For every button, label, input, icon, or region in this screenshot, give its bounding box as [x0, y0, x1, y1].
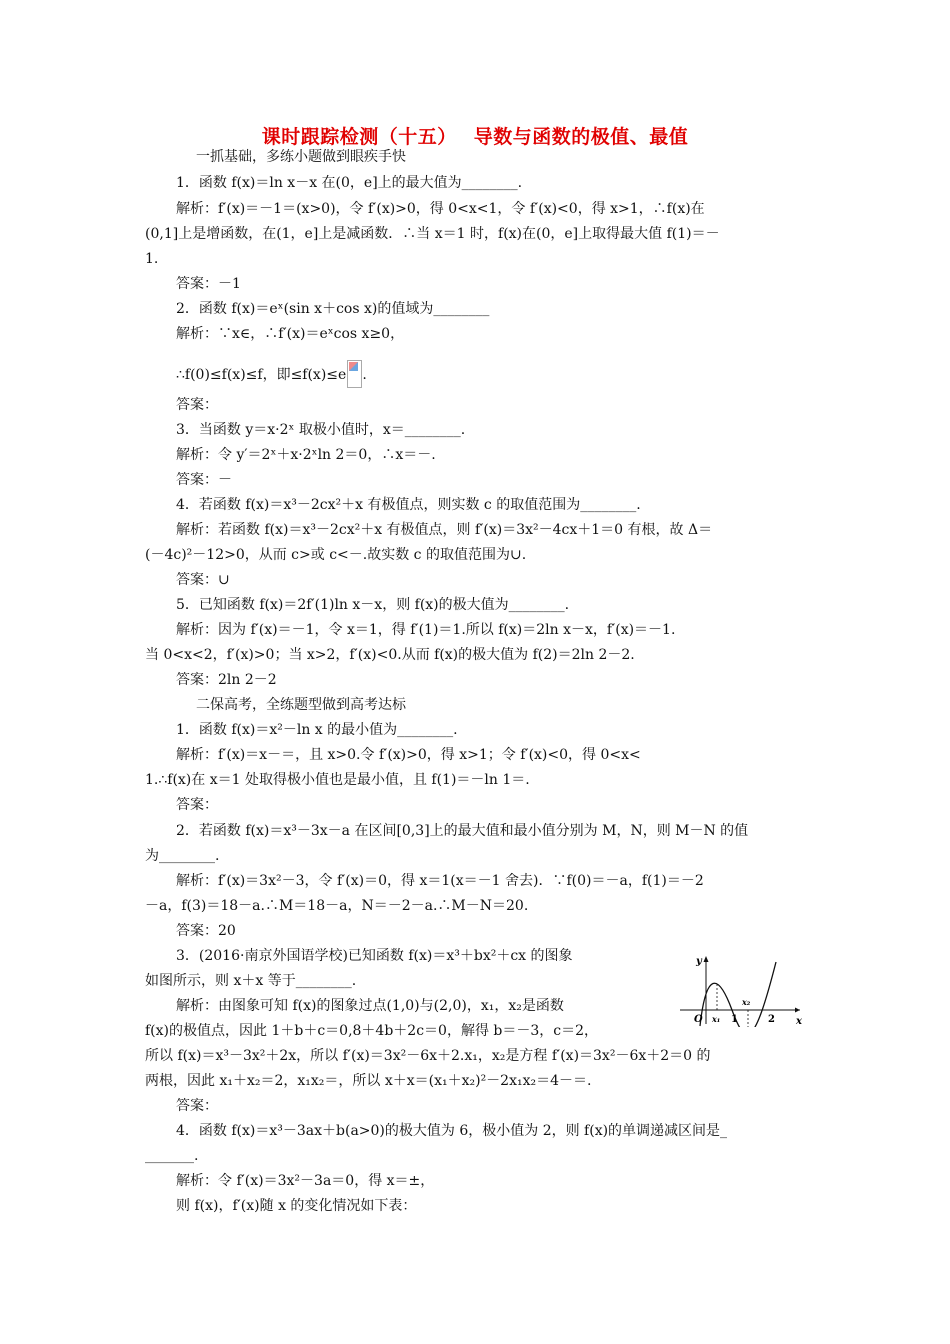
- solution-line: f(x)的极值点，因此 1＋b＋c＝0,8＋4b＋2c＝0，解得 b＝－3，c＝2，: [145, 1023, 599, 1039]
- section-heading-1: 一抓基础，多练小题做到眼疾手快: [196, 149, 406, 165]
- x-axis-arrow-icon: [795, 1008, 800, 1013]
- solution-line: 解析：f′(x)＝－1＝(x>0)，令 f′(x)>0，得 0<x<1，令 f′(x)<0，得 x>1，∴f(x)在: [176, 201, 705, 217]
- page-title: 课时跟踪检测（十五） 导数与函数的极值、最值: [261, 126, 689, 148]
- broken-image-icon: [347, 360, 362, 388]
- solution-line: 当 0<x<2，f′(x)>0；当 x>2，f′(x)<0.从而 f(x)的极大值为 f(2)＝2ln 2－2.: [145, 647, 635, 663]
- y-axis-arrow-icon: [704, 956, 709, 962]
- solution-line: 两根，因此 x₁＋x₂＝2，x₁x₂＝，所以 x＋x＝(x₁＋x₂)²－2x₁x₂＝4－＝.: [145, 1073, 592, 1089]
- x-axis-label: x: [796, 1016, 802, 1027]
- solution-line: 解析：∵x∈，∴f′(x)＝eˣcos x≥0，: [176, 326, 405, 342]
- x2-label: x₂: [742, 997, 751, 1007]
- solution-line: 则 f(x)，f′(x)随 x 的变化情况如下表：: [176, 1198, 417, 1214]
- solution-line: 解析：f′(x)＝3x²－3，令 f′(x)＝0，得 x＝1(x＝－1 舍去)．∵f(0)＝－a，f(1)＝－2: [176, 873, 704, 889]
- question-line: 4．若函数 f(x)＝x³－2cx²＋x 有极值点，则实数 c 的取值范围为________.: [176, 497, 641, 513]
- solution-line: 1.: [145, 251, 159, 267]
- section-heading-2: 二保高考，全练题型做到高考达标: [196, 697, 406, 713]
- answer-line: 答案：20: [176, 923, 236, 939]
- solution-line: 1.∴f(x)在 x＝1 处取得极小值也是最小值，且 f(1)＝－ln 1＝.: [145, 772, 530, 788]
- question-line: 1．函数 f(x)＝ln x－x 在(0，e]上的最大值为________.: [176, 175, 523, 191]
- solution-line: (0,1]上是增函数，在(1，e]上是减函数．∴当 x＝1 时，f(x)在(0，e]上取得最大值 f(1)＝－: [145, 226, 720, 242]
- tick-label-1: 1: [731, 1014, 738, 1025]
- solution-line: 解析：因为 f′(x)＝－1，令 x＝1，得 f′(1)＝1.所以 f(x)＝2ln x－x，f′(x)＝－1.: [176, 622, 676, 638]
- y-axis-label: y: [696, 956, 702, 967]
- question-line: _______.: [145, 1148, 199, 1164]
- question-line: 4．函数 f(x)＝x³－3ax＋b(a>0)的极大值为 6，极小值为 2，则 f(x)的单调递减区间是_: [176, 1123, 728, 1139]
- question-line: 为________.: [145, 848, 220, 864]
- question-line: 2．函数 f(x)＝eˣ(sin x＋cos x)的值域为________: [176, 301, 490, 317]
- solution-line: 解析：f′(x)＝x－＝，且 x>0.令 f′(x)>0，得 x>1；令 f′(x)<0，得 0<x<: [176, 747, 641, 763]
- answer-line: 答案：2ln 2－2: [176, 672, 277, 688]
- origin-label: O: [694, 1014, 703, 1025]
- answer-line: 答案：: [176, 397, 218, 413]
- solution-line: 解析：由图象可知 f(x)的图象过点(1,0)与(2,0)，x₁，x₂是函数: [176, 998, 564, 1014]
- answer-line: 答案：－: [176, 472, 232, 488]
- answer-line: 答案：－1: [176, 276, 241, 292]
- solution-line: 解析：令 f′(x)＝3x²－3a＝0，得 x＝±，: [176, 1173, 435, 1189]
- solution-line: 解析：若函数 f(x)＝x³－2cx²＋x 有极值点，则 f′(x)＝3x²－4cx＋1＝0 有根，故 Δ＝: [176, 522, 713, 538]
- answer-line: 答案：∪: [176, 572, 230, 588]
- solution-text: ∴f(0)≤f(x)≤f，即≤f(x)≤e: [176, 367, 347, 383]
- solution-line: ∴f(0)≤f(x)≤f，即≤f(x)≤e .: [176, 360, 367, 388]
- cubic-function-graph: [676, 952, 806, 1027]
- question-line: 2．若函数 f(x)＝x³－3x－a 在区间[0,3]上的最大值和最小值分别为 M，N，则 M－N 的值: [176, 823, 749, 839]
- question-line: 3．(2016·南京外国语学校)已知函数 f(x)＝x³＋bx²＋cx 的图象: [176, 948, 573, 964]
- tick-label-2: 2: [768, 1014, 775, 1025]
- solution-line: 所以 f(x)＝x³－3x²＋2x，所以 f′(x)＝3x²－6x＋2.x₁，x₂是方程 f′(x)＝3x²－6x＋2＝0 的: [145, 1048, 711, 1064]
- question-line: 如图所示，则 x＋x 等于________.: [145, 973, 357, 989]
- question-line: 3．当函数 y＝x·2ˣ 取极小值时，x＝________.: [176, 422, 466, 438]
- answer-line: 答案：: [176, 1098, 218, 1114]
- x1-label: x₁: [712, 1014, 721, 1024]
- answer-line: 答案：: [176, 797, 218, 813]
- solution-line: (－4c)²－12>0，从而 c>或 c<－.故实数 c 的取值范围为∪.: [145, 547, 527, 563]
- solution-line: －a，f(3)＝18－a.∴M＝18－a，N＝－2－a.∴M－N＝20.: [145, 898, 529, 914]
- question-line: 1．函数 f(x)＝x²－ln x 的最小值为________.: [176, 722, 458, 738]
- question-line: 5．已知函数 f(x)＝2f′(1)ln x－x，则 f(x)的极大值为________.: [176, 597, 570, 613]
- solution-line: 解析：令 y′＝2ˣ＋x·2ˣln 2＝0，∴x＝－.: [176, 447, 436, 463]
